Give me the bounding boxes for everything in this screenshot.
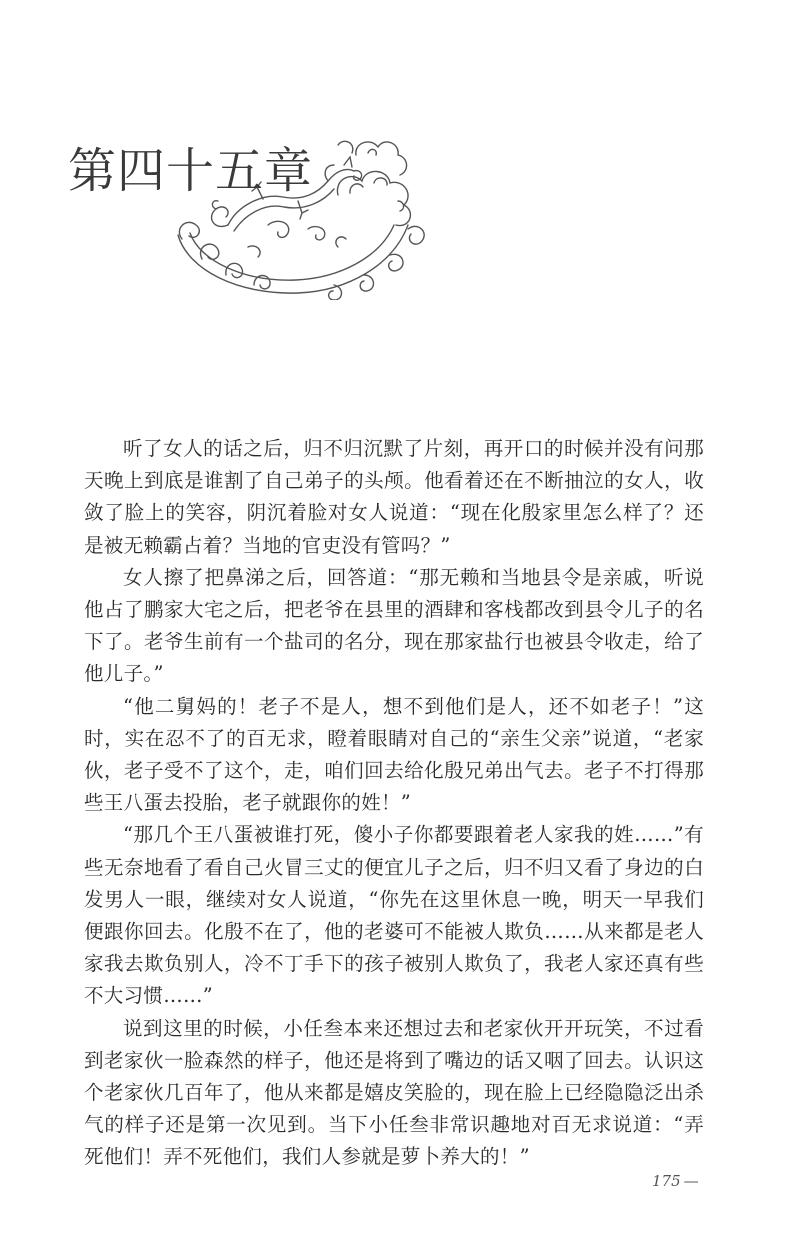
paragraph: 女人擦了把鼻涕之后，回答道：“那无赖和当地县令是亲戚，听说他占了鹏家大宅之后，把老爷在县里的酒肆和客栈都改到县令儿子的名下了。老爷生前有一个盐司的名分，现在那家盐行也被县令收走，给了他儿子。” [84,565,704,686]
page-number-dash: — [683,1172,699,1190]
page-footer [652,1172,699,1190]
page-number: 175 [652,1172,681,1190]
chapter-title: 第四十五章 [68,143,314,199]
chapter-body [84,433,704,1174]
paragraph: 说到这里的时候，小任叁本来还想过去和老家伙开开玩笑，不过看到老家伙一脸森然的样子，他还是将到了嘴边的话又咽了回去。认识这个老家伙几百年了，他从来都是嬉皮笑脸的，现在脸上已经隐隐泛出杀气的样子还是第一次见到。当下小任叁非常识趣地对百无求说道：“弄死他们！弄不死他们，我们人参就是萝卜养大的！” [84,1016,704,1169]
paragraph: 听了女人的话之后，归不归沉默了片刻，再开口的时候并没有问那天晚上到底是谁割了自己弟子的头颅。他看着还在不断抽泣的女人，收敛了脸上的笑容，阴沉着脸对女人说道：“现在化殷家里怎么样了？还是被无赖霸占着？当地的官吏没有管吗？” [84,437,704,557]
chapter-header [68,135,428,305]
paragraph: “那几个王八蛋被谁打死，傻小子你都要跟着老人家我的姓……”有些无奈地看了看自己火冒三丈的便宜儿子之后，归不归又看了身边的白发男人一眼，继续对女人说道，“你先在这里休息一晚，明天一早我们便跟你回去。化殷不在了，他的老婆可不能被人欺负……从来都是老人家我去欺负别人，冷不丁手下的孩子被别人欺负了，我老人家还真有些不大习惯……” [84,823,704,1008]
paragraph: “他二舅妈的！老子不是人，想不到他们是人，还不如老子！”这时，实在忍不了的百无求，瞪着眼睛对自己的“亲生父亲”说道，“老家伙，老子受不了这个，走，咱们回去给化殷兄弟出气去。老子不打得那些王八蛋去投胎，老子就跟你的姓！” [84,694,704,815]
